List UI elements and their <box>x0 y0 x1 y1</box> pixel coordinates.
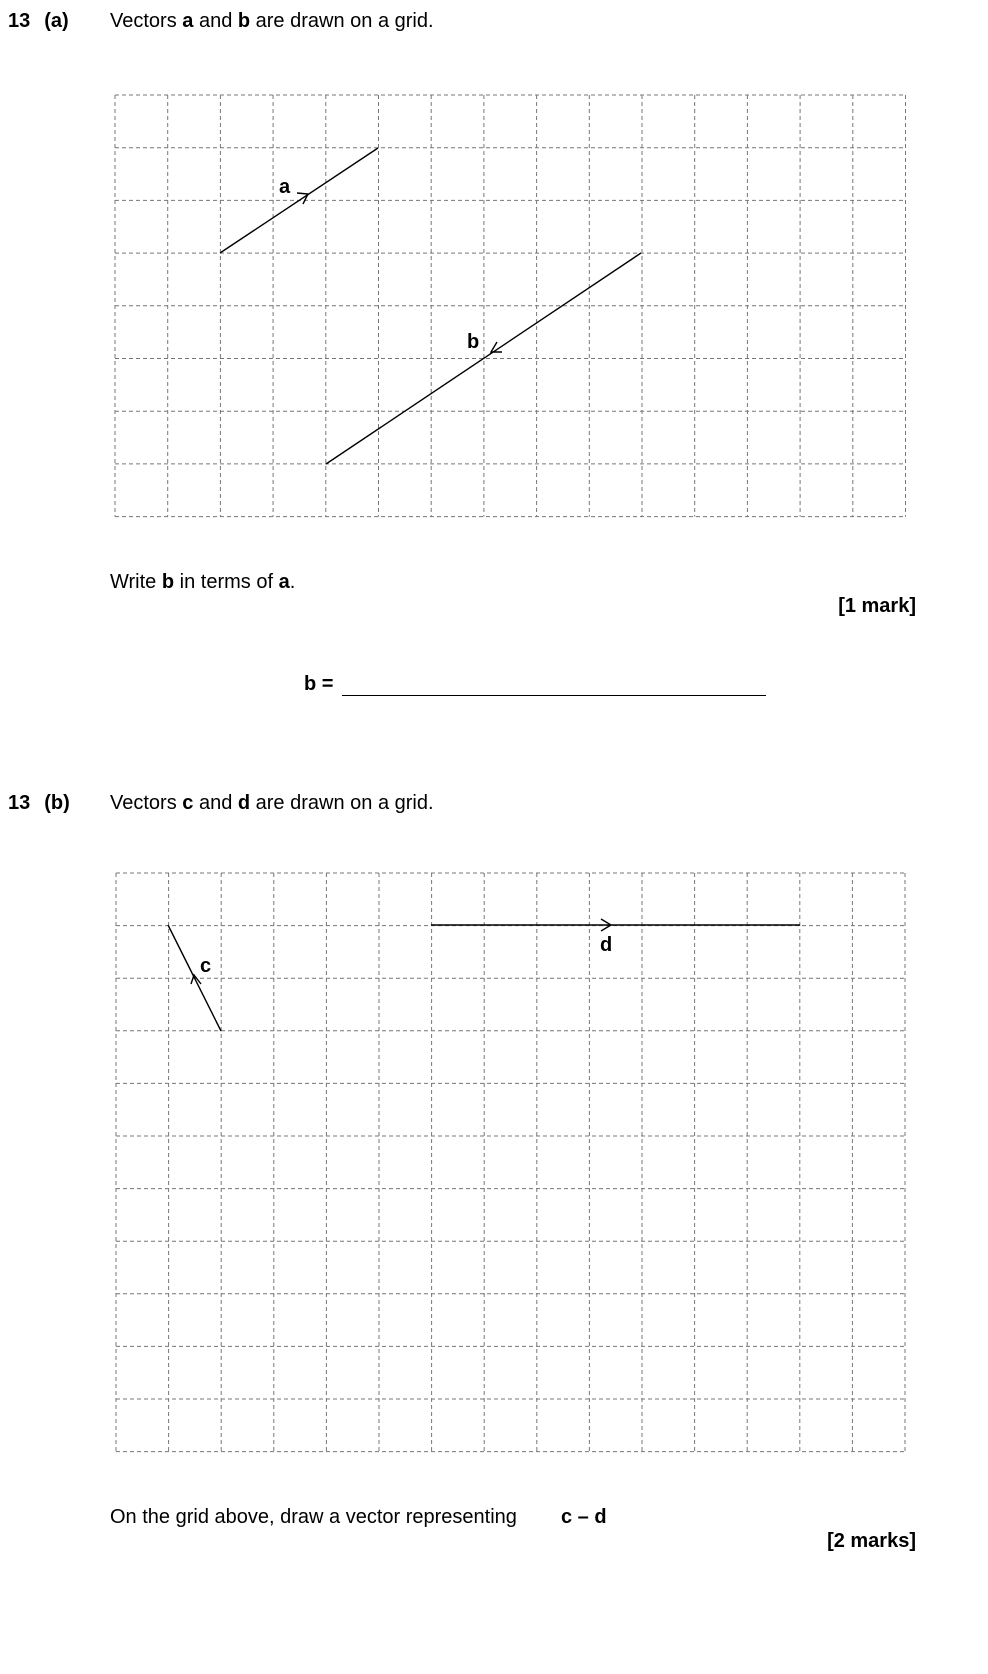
question-stem-b: Vectors c and d are drawn on a grid. <box>110 792 434 814</box>
marks-a: [1 mark] <box>838 595 916 617</box>
vector-d-label: d <box>600 934 613 956</box>
question-number-b: 13 (b) <box>8 792 70 814</box>
vector-b-label: b <box>467 331 480 353</box>
instruction-a: Write b in terms of a. <box>110 571 296 593</box>
vector-a-label: a <box>279 176 291 198</box>
expression-c-minus-d: c – d <box>561 1506 607 1528</box>
question-stem-a: Vectors a and b are drawn on a grid. <box>110 10 434 32</box>
vector-c-label: c <box>200 955 212 977</box>
answer-label-b: b = <box>304 673 334 695</box>
question-number-a: 13 (a) <box>8 10 69 32</box>
marks-b: [2 marks] <box>827 1530 916 1552</box>
instruction-b: On the grid above, draw a vector representing <box>110 1506 517 1528</box>
